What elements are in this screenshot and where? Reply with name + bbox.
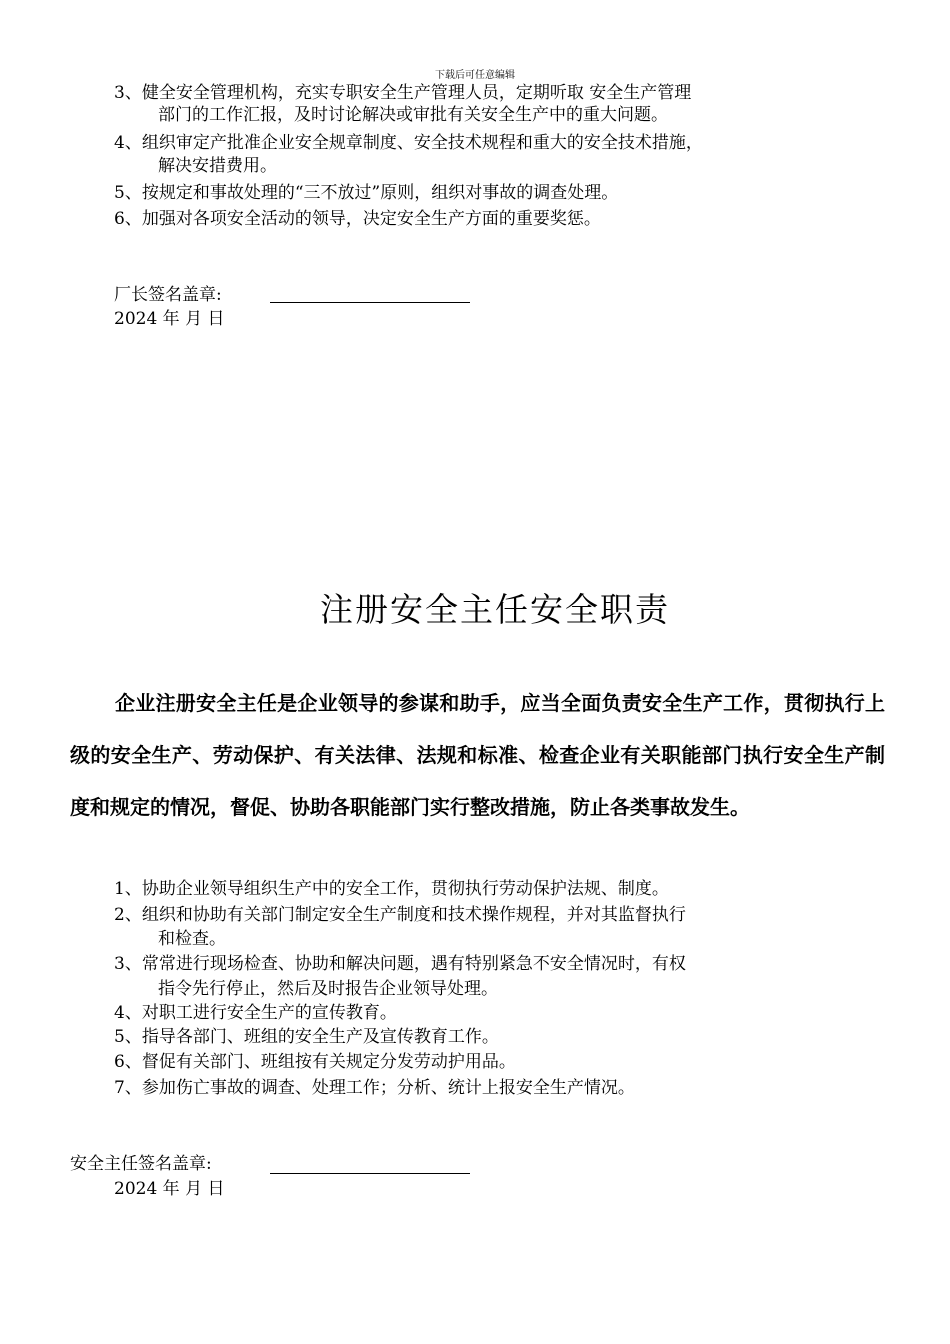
s2-item-2-line1: 2、组织和协助有关部门制定安全生产制度和技术操作规程，并对其监督执行 — [114, 905, 686, 925]
s1-item-5: 5、按规定和事故处理的“三不放过”原则，组织对事故的调查处理。 — [114, 183, 619, 203]
safety-director-signature-line — [270, 1173, 470, 1174]
s2-item-4: 4、对职工进行安全生产的宣传教育。 — [114, 1003, 397, 1023]
intro-paragraph: 企业注册安全主任是企业领导的参谋和助手，应当全面负责安全生产工作，贯彻执行上级的安全生产、劳动保护、有关法律、法规和标准、检查企业有关职能部门执行安全生产制度和规定的情况，督促、协助各职能部门实行整改措施，防止各类事故发生。 — [70, 691, 885, 819]
s1-item-3-line1: 3、健全安全管理机构，充实专职安全生产管理人员，定期听取 安全生产管理 — [114, 83, 692, 103]
factory-director-signature-label: 厂长签名盖章: — [114, 285, 222, 305]
s1-item-6: 6、加强对各项安全活动的领导，决定安全生产方面的重要奖惩。 — [114, 209, 601, 229]
s1-item-4-line1: 4、组织审定产批准企业安全规章制度、安全技术规程和重大的安全技术措施， — [114, 133, 703, 153]
s2-item-7: 7、参加伤亡事故的调查、处理工作；分析、统计上报安全生产情况。 — [114, 1078, 635, 1098]
safety-director-signature-label: 安全主任签名盖章: — [70, 1154, 212, 1174]
s2-item-3-line1: 3、常常进行现场检查、协助和解决问题，遇有特别紧急不安全情况时，有权 — [114, 954, 686, 974]
factory-director-signature-line — [270, 302, 470, 303]
page-title: 注册安全主任安全职责 — [320, 590, 670, 629]
s2-item-5: 5、指导各部门、班组的安全生产及宣传教育工作。 — [114, 1027, 499, 1047]
s2-item-6: 6、督促有关部门、班组按有关规定分发劳动护用品。 — [114, 1052, 516, 1072]
s1-item-3-line2: 部门的工作汇报，及时讨论解决或审批有关安全生产中的重大问题。 — [158, 105, 668, 125]
section2-date: 2024 年 月 日 — [114, 1179, 225, 1199]
s1-item-4-line2: 解决安措费用。 — [158, 156, 277, 176]
header-note: 下载后可任意编辑 — [435, 70, 515, 81]
s2-item-1: 1、协助企业领导组织生产中的安全工作，贯彻执行劳动保护法规、制度。 — [114, 879, 669, 899]
s2-item-3-line2: 指令先行停止，然后及时报告企业领导处理。 — [158, 979, 498, 999]
s2-item-2-line2: 和检查。 — [158, 929, 226, 949]
section1-date: 2024 年 月 日 — [114, 309, 225, 329]
